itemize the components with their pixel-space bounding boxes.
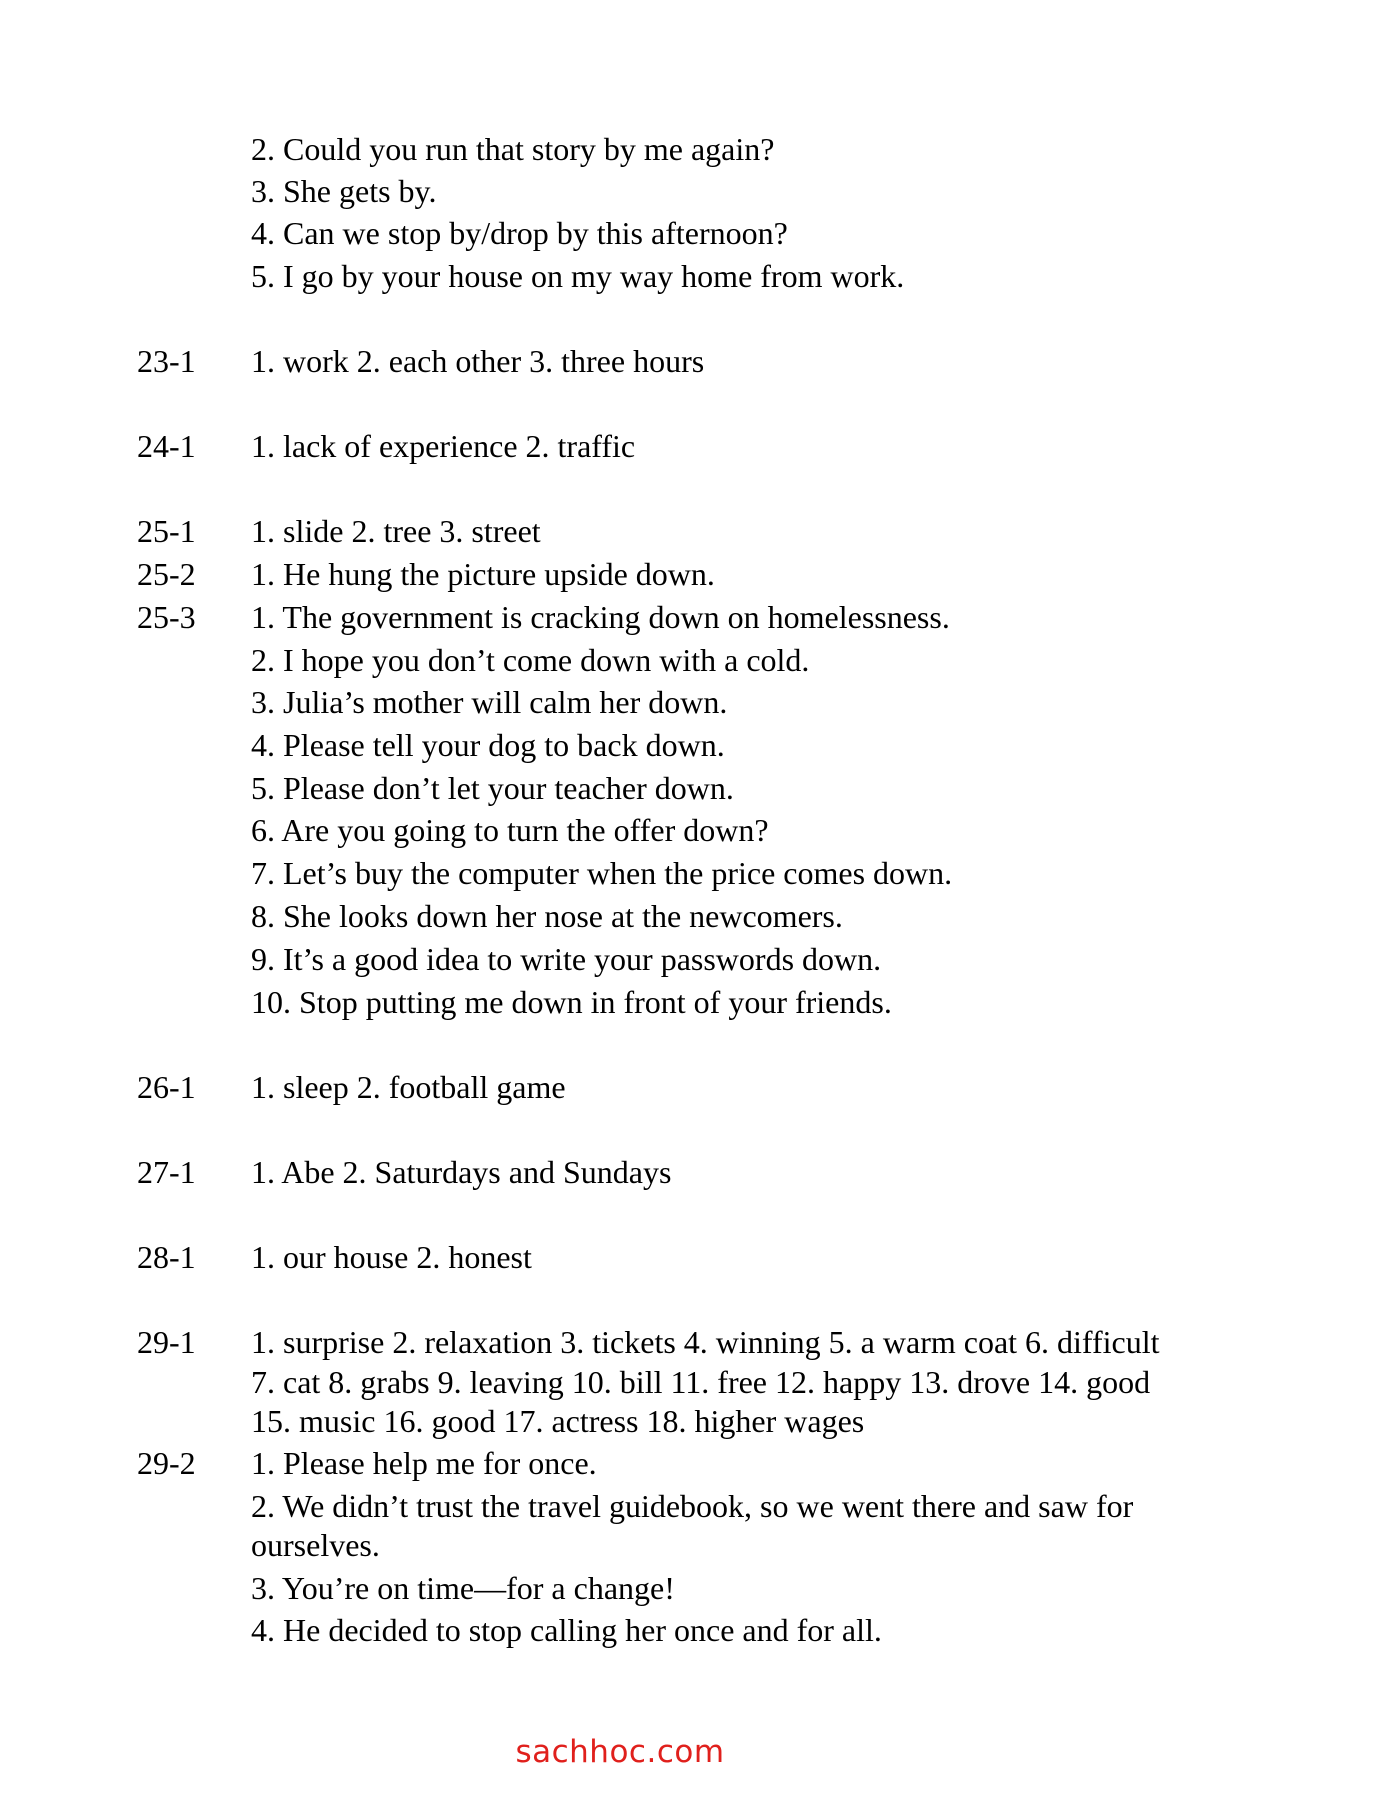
answer-line [0,767,1391,809]
answer-text: 2. We didn’t trust the travel guidebook, so we went there and saw for [251,1488,1134,1524]
answer-text: 5. I go by your house on my way home from work. [251,258,905,294]
answer-text: 4. He decided to stop calling her once and for all. [251,1612,882,1648]
exercise-number: 23-1 [137,343,196,379]
exercise-number: 29-1 [137,1324,196,1360]
exercise-number: 29-2 [137,1445,196,1481]
answer-text: 2. Could you run that story by me again? [251,131,775,167]
answer-line [0,681,1391,723]
answer-line [0,938,1391,980]
answer-text: 1. Please help me for once. [251,1445,597,1481]
answer-text: 15. music 16. good 17. actress 18. higher wages [251,1403,865,1439]
exercise-number: 25-2 [137,556,196,592]
answer-text: 7. cat 8. grabs 9. leaving 10. bill 11. free 12. happy 13. drove 14. good [251,1364,1151,1400]
answer-text: 3. Julia’s mother will calm her down. [251,684,728,720]
answer-text: 9. It’s a good idea to write your passwords down. [251,941,882,977]
answer-line [0,809,1391,851]
answer-line [0,1609,1391,1651]
answer-text: 1. our house 2. honest [251,1239,532,1275]
answer-text: ourselves. [251,1527,380,1563]
answer-line [0,1151,1391,1193]
answer-line [0,1236,1391,1278]
answer-text: 3. She gets by. [251,173,437,209]
answer-text: 1. sleep 2. football game [251,1069,566,1105]
answer-text: 1. He hung the picture upside down. [251,556,715,592]
answer-text: 2. I hope you don’t come down with a cold. [251,642,810,678]
exercise-number: 27-1 [137,1154,196,1190]
answer-line [0,553,1391,595]
exercise-number: 24-1 [137,428,196,464]
answer-line [0,1524,1391,1566]
answer-text: 1. work 2. each other 3. three hours [251,343,705,379]
answer-text: 1. lack of experience 2. traffic [251,428,636,464]
exercise-number: 26-1 [137,1069,196,1105]
answer-line [0,255,1391,297]
answer-line [0,596,1391,638]
watermark-link[interactable]: sachhoc.com [515,1734,725,1770]
answer-text: 4. Can we stop by/drop by this afternoon? [251,215,788,251]
answer-line [0,1442,1391,1484]
answer-line [0,1361,1391,1403]
answer-text: 6. Are you going to turn the offer down? [251,812,769,848]
answer-line [0,1066,1391,1108]
exercise-number: 25-3 [137,599,196,635]
answer-line [0,425,1391,467]
answer-text: 3. You’re on time—for a change! [251,1570,675,1606]
answer-line [0,1400,1391,1442]
answer-text: 1. surprise 2. relaxation 3. tickets 4. winning 5. a warm coat 6. difficult [251,1324,1160,1360]
answer-text: 8. She looks down her nose at the newcomers. [251,898,843,934]
answer-line [0,510,1391,552]
answer-line [0,212,1391,254]
answer-line [0,724,1391,766]
answer-line [0,128,1391,170]
answer-line [0,170,1391,212]
answer-line [0,1567,1391,1609]
answer-text: 1. slide 2. tree 3. street [251,513,541,549]
answer-text: 4. Please tell your dog to back down. [251,727,725,763]
exercise-number: 28-1 [137,1239,196,1275]
answer-line [0,852,1391,894]
answer-text: 1. The government is cracking down on homelessness. [251,599,950,635]
exercise-number: 25-1 [137,513,196,549]
answer-line [0,1321,1391,1363]
answer-text: 10. Stop putting me down in front of your friends. [251,984,892,1020]
answer-text: 5. Please don’t let your teacher down. [251,770,734,806]
answer-line [0,340,1391,382]
answer-text: 7. Let’s buy the computer when the price comes down. [251,855,953,891]
answer-text: 1. Abe 2. Saturdays and Sundays [251,1154,672,1190]
answer-line [0,1485,1391,1527]
answer-line [0,981,1391,1023]
answer-line [0,895,1391,937]
answer-line [0,639,1391,681]
